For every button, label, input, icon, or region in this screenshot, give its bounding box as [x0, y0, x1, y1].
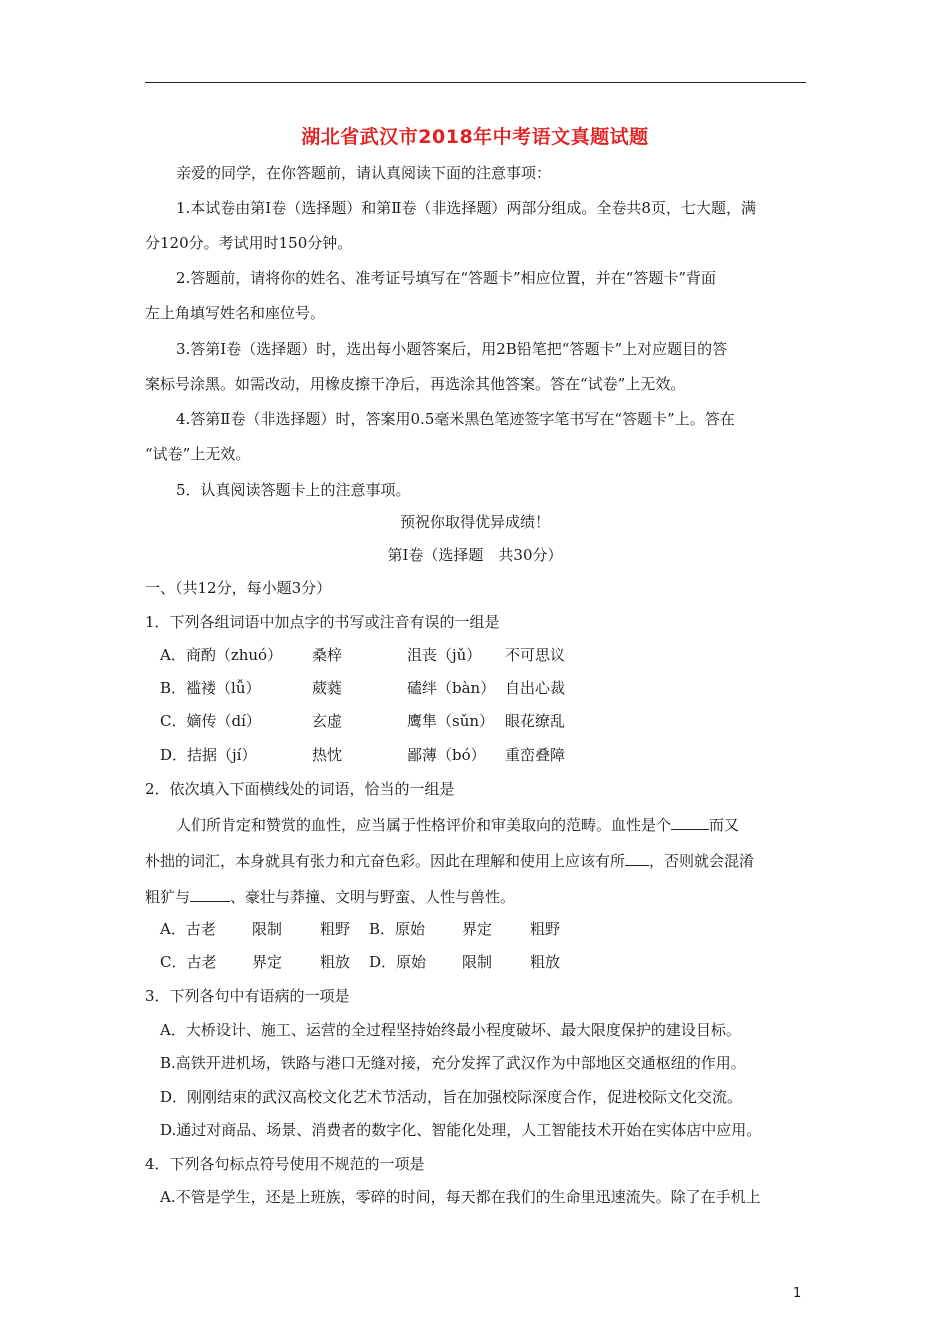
header-rule: [145, 82, 806, 83]
option-word: 重峦叠障: [505, 746, 566, 764]
part-one-heading: 一、（共12分，每小题3分）: [145, 579, 332, 597]
question-3-option-c: D．刚刚结束的武汉高校文化艺术节活动，旨在加强校际深度合作，促进校际文化交流。: [160, 1088, 743, 1106]
passage-text: 人们所肯定和赞赏的血性，应当属于性格评价和审美取向的范畴。血性是个: [176, 816, 672, 834]
option-item: 界定: [462, 920, 493, 938]
passage-text: ，否则就会混淆: [649, 852, 755, 870]
section-title: 第Ⅰ卷（选择题 共30分）: [387, 546, 563, 564]
option-word: 沮丧（jǔ）: [407, 646, 482, 664]
option-item: 粗放: [530, 953, 561, 971]
question-4-option-a: A.不管是学生，还是上班族，零碎的时间，每天都在我们的生命里迅速流失。除了在手机上: [160, 1188, 761, 1206]
option-label: A．商酌（zhuó）: [160, 646, 283, 664]
question-3-option-a: A．大桥设计、施工、运营的全过程坚持始终最小程度破坏、最大限度保护的建设目标。: [160, 1021, 741, 1039]
option-label: C．嫡传（dí）: [160, 712, 261, 730]
question-2-passage-line-2: [145, 850, 754, 871]
notice-item-3-line-1: 3.答第Ⅰ卷（选择题）时，选出每小题答案后，用2B铅笔把“答题卡”上对应题目的答: [176, 340, 728, 358]
good-luck-wish: 预祝你取得优异成绩！: [399, 513, 550, 531]
notice-item-2-line-2: 左上角填写姓名和座位号。: [145, 304, 326, 322]
passage-text: 朴拙的词汇，本身就具有张力和亢奋色彩。因此在理解和使用上应该有所: [145, 852, 626, 870]
question-2-stem: 2．依次填入下面横线处的词语，恰当的一组是: [145, 780, 455, 798]
option-word: 不可思议: [505, 646, 566, 664]
option-word: 鹰隼（sǔn）: [407, 712, 495, 730]
page-title: 湖北省武汉市2018年中考语文真题试题: [301, 126, 649, 148]
notice-item-1-line-2: 分120分。考试用时150分钟。: [145, 234, 353, 252]
notice-item-4-line-1: 4.答第Ⅱ卷（非选择题）时，答案用0.5毫米黑色笔迹签字笔书写在“答题卡”上。答在: [176, 410, 735, 428]
option-item: 粗放: [320, 953, 351, 971]
page-number: 1: [793, 1286, 802, 1301]
passage-text: 粗犷与: [145, 888, 191, 906]
option-item: 限制: [462, 953, 493, 971]
option-label: D．拮据（jí）: [160, 746, 257, 764]
option-word: 桑梓: [312, 646, 343, 664]
question-2-passage-line-1: [176, 814, 739, 835]
option-item: B．原始: [369, 920, 426, 938]
answer-blank: [625, 850, 649, 866]
passage-text: 而又: [709, 816, 740, 834]
notice-item-4-line-2: “试卷”上无效。: [145, 445, 251, 463]
notice-item-5: 5．认真阅读答题卡上的注意事项。: [176, 481, 411, 499]
question-2-passage-line-3: [145, 886, 515, 907]
option-item: D．原始: [369, 953, 427, 971]
option-label: B．褴褛（lǚ）: [160, 679, 261, 697]
notice-item-2-line-1: 2.答题前，请将你的姓名、准考证号填写在“答题卡”相应位置，并在“答题卡”背面: [176, 269, 716, 287]
option-word: 热忱: [312, 746, 343, 764]
question-3-option-d: D.通过对商品、场景、消费者的数字化、智能化处理，人工智能技术开始在实体店中应用。: [160, 1121, 762, 1139]
option-word: 玄虚: [312, 712, 343, 730]
option-item: 界定: [252, 953, 283, 971]
option-word: 自出心裁: [505, 679, 566, 697]
option-item: A．古老: [160, 920, 216, 938]
option-item: 粗野: [320, 920, 351, 938]
question-4-stem: 4．下列各句标点符号使用不规范的一项是: [145, 1155, 425, 1173]
option-word: 眼花缭乱: [505, 712, 566, 730]
option-item: 粗野: [530, 920, 561, 938]
notice-item-3-line-2: 案标号涂黑。如需改动，用橡皮擦干净后，再选涂其他答案。答在“试卷”上无效。: [145, 375, 686, 393]
notice-item-1-line-1: 1.本试卷由第Ⅰ卷（选择题）和第Ⅱ卷（非选择题）两部分组成。全卷共8页，七大题，满: [176, 199, 756, 217]
option-word: 葳蕤: [312, 679, 343, 697]
option-item: 限制: [252, 920, 283, 938]
option-item: C．古老: [160, 953, 217, 971]
option-word: 磕绊（bàn）: [407, 679, 496, 697]
notice-greeting: 亲爱的同学，在你答题前，请认真阅读下面的注意事项：: [176, 164, 552, 182]
passage-text: 、豪壮与莽撞、文明与野蛮、人性与兽性。: [230, 888, 516, 906]
question-1-stem: 1．下列各组词语中加点字的书写或注音有误的一组是: [145, 613, 500, 631]
question-3-option-b: B.高铁开进机场，铁路与港口无缝对接，充分发挥了武汉作为中部地区交通枢纽的作用。: [160, 1054, 746, 1072]
answer-blank: [671, 814, 709, 830]
option-word: 鄙薄（bó）: [407, 746, 486, 764]
question-3-stem: 3．下列各句中有语病的一项是: [145, 987, 350, 1005]
answer-blank: [190, 886, 230, 902]
